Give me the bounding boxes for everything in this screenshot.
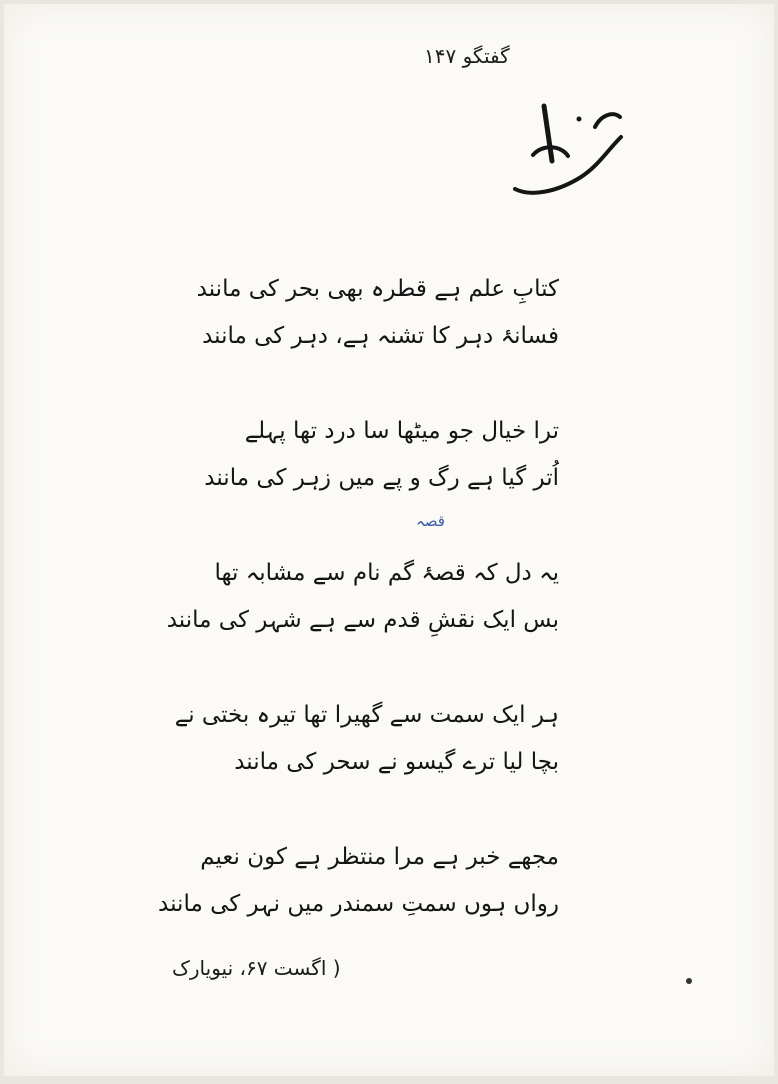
verse-line: بس ایک نقشِ قدم سے ہے شہر کی مانند: [166, 607, 559, 633]
couplet: [166, 550, 559, 644]
verse-line: رواں ہوں سمتِ سمندر میں نہر کی مانند: [158, 891, 559, 917]
verse-line: بچا لیا ترے گیسو نے سحر کی مانند: [234, 749, 559, 775]
verse-line: اُتر گیا ہے رگ و پے میں زہر کی مانند: [204, 465, 559, 491]
document-page: [4, 4, 774, 1076]
date-place-note: ( اگست ۶۷، نیویارک: [172, 956, 341, 980]
verse-line: مجھے خبر ہے مرا منتظر ہے کون نعیم: [200, 844, 559, 870]
couplet: [158, 834, 559, 928]
verse-line: ترا خیال جو میٹھا سا درد تھا پہلے: [244, 418, 559, 444]
ink-dot: [686, 978, 692, 984]
verse-line: فسانۂ دہر کا تشنہ ہے، دہر کی مانند: [202, 323, 559, 349]
handwritten-correction: قصہ: [416, 512, 445, 530]
title-calligraphy: [509, 99, 629, 199]
couplet: [196, 266, 559, 360]
page-header: گفتگو ۱۴۷: [424, 44, 510, 68]
verse-line: یہ دل کہ قصۂ گم نام سے مشابہ تھا: [214, 560, 559, 586]
verse-line: ہر ایک سمت سے گھیرا تھا تیرہ بختی نے: [174, 702, 559, 728]
couplet: [204, 408, 559, 502]
couplet: [174, 692, 559, 786]
verse-line: کتابِ علم ہے قطرہ بھی بحر کی مانند: [196, 276, 559, 302]
